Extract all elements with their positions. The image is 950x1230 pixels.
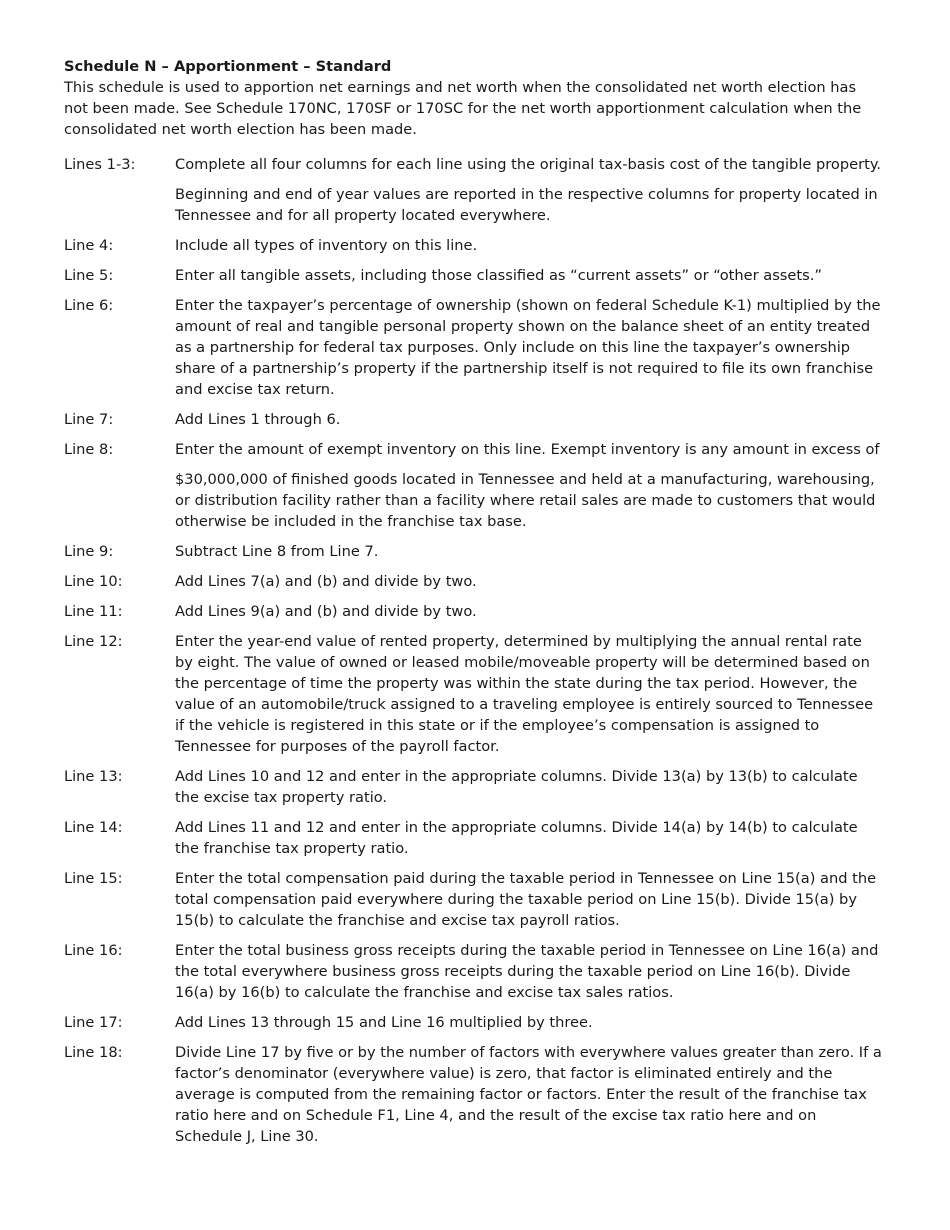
- line-label: Line 17:: [64, 1014, 123, 1031]
- line-row: [64, 265, 884, 286]
- line-description: [175, 766, 884, 808]
- line-paragraph: Complete all four columns for each line using the original tax-basis cost of the tangible property.: [175, 156, 882, 173]
- line-row: [64, 235, 884, 256]
- line-description: [175, 868, 884, 931]
- line-paragraph: Enter the total compensation paid during the taxable period in Tennessee on Line 15(a) and the total compensation paid everywhere during the taxable period on Line 15(b). Divide 15(a) by 15(b) to calculate the franchise and excise tax payroll ratios.: [175, 870, 877, 929]
- line-label: Line 12:: [64, 633, 123, 650]
- line-row: [64, 439, 884, 532]
- line-label: Line 11:: [64, 603, 123, 620]
- line-label: Line 14:: [64, 819, 123, 836]
- line-row: [64, 571, 884, 592]
- line-paragraph: Add Lines 1 through 6.: [175, 411, 341, 428]
- line-description: [175, 235, 884, 256]
- line-description: [175, 154, 884, 226]
- line-label: Line 6:: [64, 297, 114, 314]
- line-row: [64, 1042, 884, 1147]
- line-label: Lines 1-3:: [64, 156, 136, 173]
- line-label: Line 10:: [64, 573, 123, 590]
- line-description: [175, 1012, 884, 1033]
- line-description: [175, 541, 884, 562]
- schedule-title: Schedule N – Apportionment – Standard: [64, 58, 392, 75]
- line-paragraph: Enter the amount of exempt inventory on this line. Exempt inventory is any amount in excess of: [175, 441, 880, 458]
- line-paragraph: Divide Line 17 by five or by the number of factors with everywhere values greater than zero. If a factor’s denominator (everywhere value) is zero, that factor is eliminated entirely and the average is computed from the remaining factor or factors. Enter the result of the franchise tax ratio here and on Schedule F1, Line 4, and the result of the excise tax ratio here and on Schedule J, Line 30.: [175, 1044, 882, 1145]
- line-description: [175, 817, 884, 859]
- line-row: [64, 1012, 884, 1033]
- line-label: Line 8:: [64, 441, 114, 458]
- line-label: Line 4:: [64, 237, 114, 254]
- line-paragraph: Enter the total business gross receipts during the taxable period in Tennessee on Line 16(a) and the total everywhere business gross receipts during the taxable period on Line 16(b). Divide 16(a) by 16(b) to calculate the franchise and excise tax sales ratios.: [175, 942, 879, 1001]
- line-description: [175, 571, 884, 592]
- line-description: [175, 631, 884, 757]
- line-paragraph: Subtract Line 8 from Line 7.: [175, 543, 379, 560]
- line-row: [64, 295, 884, 400]
- line-paragraph: Enter all tangible assets, including those classified as “current assets” or “other assets.”: [175, 267, 822, 284]
- line-paragraph: Add Lines 9(a) and (b) and divide by two.: [175, 603, 477, 620]
- line-row: [64, 868, 884, 931]
- line-description: [175, 265, 884, 286]
- line-description: [175, 439, 884, 532]
- line-paragraph: Enter the taxpayer’s percentage of ownership (shown on federal Schedule K-1) multiplied by the amount of real and tangible personal property shown on the balance sheet of an entity treated as a partnership for federal tax purposes. Only include on this line the taxpayer’s ownership share of a partnership’s property if the partnership itself is not required to file its own franchise and excise tax return.: [175, 297, 881, 398]
- line-paragraph: Include all types of inventory on this line.: [175, 237, 478, 254]
- line-description: [175, 295, 884, 400]
- line-description: [175, 1042, 884, 1147]
- line-row: [64, 601, 884, 622]
- line-description: [175, 601, 884, 622]
- line-description: [175, 940, 884, 1003]
- line-paragraph: Add Lines 10 and 12 and enter in the appropriate columns. Divide 13(a) by 13(b) to calculate the excise tax property ratio.: [175, 768, 858, 806]
- line-row: [64, 154, 884, 226]
- line-paragraph: Add Lines 11 and 12 and enter in the appropriate columns. Divide 14(a) by 14(b) to calculate the franchise tax property ratio.: [175, 819, 858, 857]
- line-label: Line 18:: [64, 1044, 123, 1061]
- line-paragraph: Enter the year-end value of rented property, determined by multiplying the annual rental rate by eight. The value of owned or leased mobile/moveable property will be determined based on the percentage of time the property was within the state during the tax period. However, the value of an automobile/truck assigned to a traveling employee is entirely sourced to Tennessee if the vehicle is registered in this state or if the employee’s compensation is assigned to Tennessee for purposes of the payroll factor.: [175, 633, 874, 755]
- line-paragraph: Add Lines 7(a) and (b) and divide by two.: [175, 573, 477, 590]
- line-paragraph: $30,000,000 of finished goods located in Tennessee and held at a manufacturing, warehousing, or distribution facility rather than a facility where retail sales are made to customers that would otherwise be included in the franchise tax base.: [175, 471, 876, 530]
- line-label: Line 5:: [64, 267, 114, 284]
- line-label: Line 13:: [64, 768, 123, 785]
- instructions-page: [64, 56, 884, 1165]
- schedule-intro: This schedule is used to apportion net earnings and net worth when the consolidated net worth election has not been made. See Schedule 170NC, 170SF or 170SC for the net worth apportionment calculation when the consolidated net worth election has been made.: [64, 79, 862, 138]
- line-label: Line 16:: [64, 942, 123, 959]
- line-description: [175, 409, 884, 430]
- line-row: [64, 631, 884, 757]
- line-row: [64, 940, 884, 1003]
- line-paragraph: Beginning and end of year values are reported in the respective columns for property located in Tennessee and for all property located everywhere.: [175, 186, 878, 224]
- line-row: [64, 766, 884, 808]
- line-row: [64, 541, 884, 562]
- line-label: Line 7:: [64, 411, 114, 428]
- line-label: Line 15:: [64, 870, 123, 887]
- line-row: [64, 409, 884, 430]
- line-row: [64, 817, 884, 859]
- line-label: Line 9:: [64, 543, 114, 560]
- line-paragraph: Add Lines 13 through 15 and Line 16 multiplied by three.: [175, 1014, 593, 1031]
